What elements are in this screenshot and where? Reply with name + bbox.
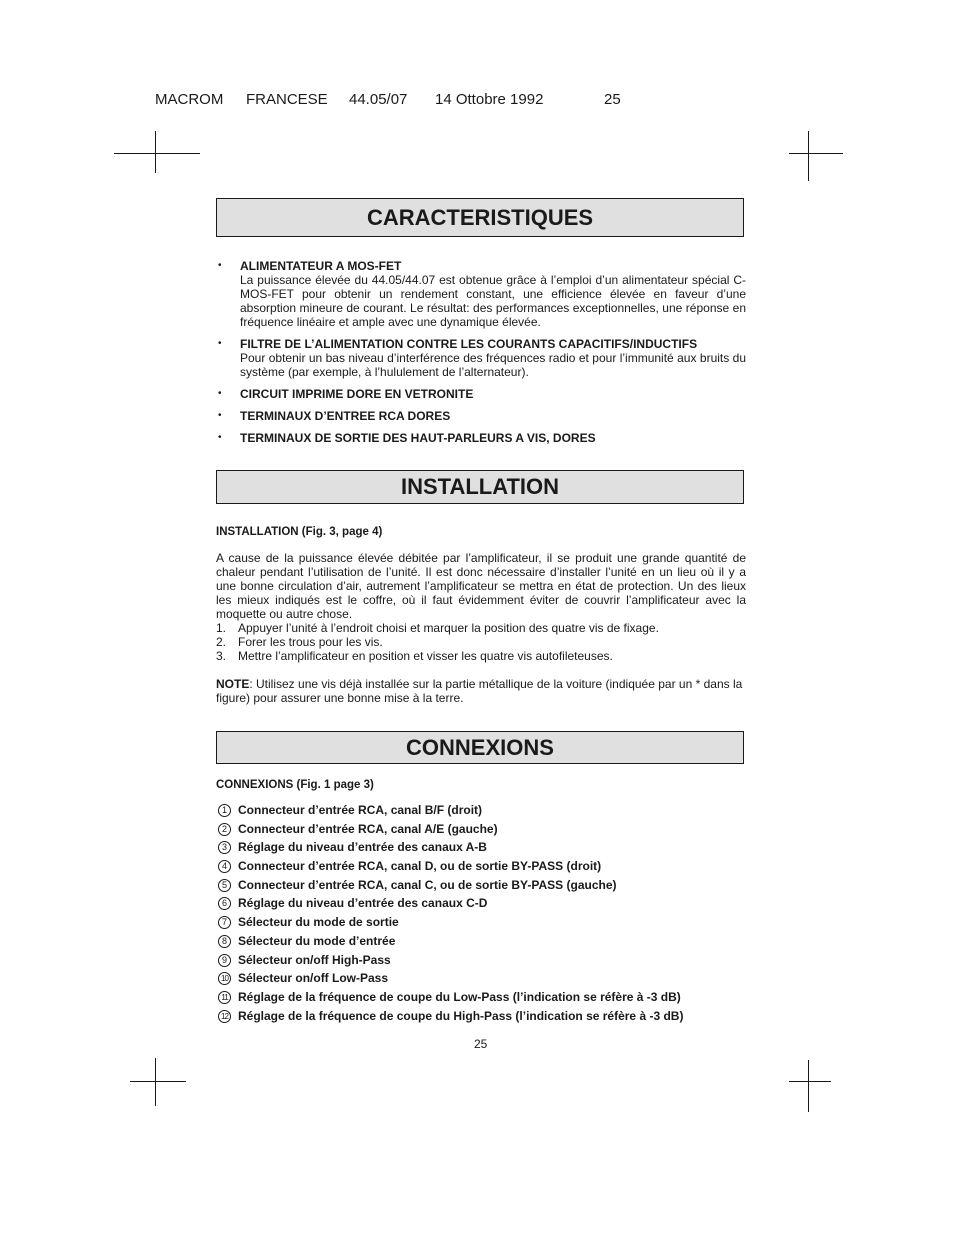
crop-mark-bottom-left-v [155, 1058, 156, 1106]
number-circle-icon: 3 [218, 841, 231, 854]
section-title-text: CARACTERISTIQUES [366, 205, 594, 230]
list-item [216, 838, 746, 857]
feature-title: FILTRE DE L’ALIMENTATION CONTRE LES COURANTS CAPACITIFS/INDUCTIFS [240, 337, 698, 351]
list-item-text: Connecteur d’entrée RCA, canal B/F (droit) [238, 803, 483, 817]
bullet-icon: • [218, 432, 222, 443]
number-circle-icon: 5 [218, 879, 231, 892]
crop-mark-bottom-right-v [808, 1060, 809, 1112]
header-language: FRANCESE [246, 91, 328, 108]
bullet-icon: • [218, 338, 222, 349]
list-item [216, 951, 746, 970]
step-text: Appuyer l’unité à l’endroit choisi et marquer la position des quatre vis de fixage. [238, 621, 659, 635]
crop-mark-bottom-left-h [130, 1081, 186, 1082]
bullet-icon: • [218, 410, 222, 421]
list-item [216, 969, 746, 988]
number-circle-icon: 4 [218, 860, 231, 873]
section-title-caracteristiques [216, 198, 744, 237]
step-number: 3. [216, 649, 227, 663]
crop-mark-top-right-v [808, 131, 809, 181]
section-title-connexions [216, 731, 744, 764]
crop-mark-top-left-h [114, 153, 200, 154]
installation-paragraph: A cause de la puissance élevée débitée par l’amplificateur, il se produit une grande quantité de chaleur pendant l’utilisation de l’unité. Il est donc nécessaire d’installer l’unité en un lieu où il y a une bonne circulation d’air, autrement l’amplificateur se mettra en état de protection. Un des lieux les mieux indiqués est le coffre, où il faut évidemment éviter de couvrir l’amplificateur avec la moquette ou autre chose. [216, 551, 746, 621]
list-item-text: Réglage du niveau d’entrée des canaux C-D [238, 896, 488, 911]
header-date: 14 Ottobre 1992 [435, 91, 544, 108]
step-text: Mettre l’amplificateur en position et visser les quatre vis autofileteuses. [238, 649, 613, 663]
feature-item [216, 409, 746, 423]
section-title-text: INSTALLATION [400, 474, 560, 499]
connexions-subheading: CONNEXIONS (Fig. 1 page 3) [216, 779, 374, 791]
installation-step [216, 621, 746, 635]
list-item [216, 894, 746, 913]
list-item-text: Réglage de la fréquence de coupe du Low-Pass (l’indication se réfère à -3 dB) [238, 989, 681, 1004]
feature-title: TERMINAUX D’ENTREE RCA DORES [240, 409, 451, 423]
crop-mark-top-right-h [789, 153, 843, 154]
feature-title: TERMINAUX DE SORTIE DES HAUT-PARLEURS A VIS, DORES [240, 431, 596, 445]
number-circle-icon: 8 [218, 935, 231, 948]
list-item [216, 801, 746, 820]
list-item-text: Sélecteur du mode d’entrée [238, 933, 396, 948]
installation-step [216, 635, 746, 649]
list-item [216, 913, 746, 932]
step-number: 2. [216, 635, 227, 649]
note-label: NOTE [216, 677, 250, 691]
header-company: MACROM [155, 91, 224, 108]
installation-body [216, 525, 746, 705]
number-circle-icon: 2 [218, 823, 231, 836]
number-circle-icon: 11 [218, 991, 231, 1004]
number-circle-icon: 9 [218, 954, 231, 967]
crop-mark-top-left-v [155, 131, 156, 173]
list-item-text: Connecteur d’entrée RCA, canal D, ou de sortie BY-PASS (droit) [238, 859, 602, 874]
connexions-body [216, 779, 746, 1025]
bullet-icon: • [218, 260, 222, 271]
list-item-text: Sélecteur du mode de sortie [238, 915, 399, 930]
installation-note [216, 677, 746, 705]
list-item-text: Réglage de la fréquence de coupe du High-Pass (l’indication se réfère à -3 dB) [238, 1008, 684, 1023]
page-number: 25 [474, 1037, 488, 1051]
list-item-text: Connecteur d’entrée RCA, canal A/E (gauche) [238, 821, 498, 836]
list-item [216, 876, 746, 895]
feature-item [216, 387, 746, 401]
features-list [216, 259, 746, 453]
header-model: 44.05/07 [349, 91, 408, 108]
list-item [216, 932, 746, 951]
number-circle-icon: 12 [218, 1010, 231, 1023]
step-text: Forer les trous pour les vis. [238, 635, 383, 649]
list-item [216, 820, 746, 839]
feature-title: ALIMENTATEUR A MOS-FET [240, 259, 402, 273]
number-circle-icon: 1 [218, 804, 231, 817]
feature-title: CIRCUIT IMPRIME DORE EN VETRONITE [240, 387, 474, 401]
list-item-text: Sélecteur on/off High-Pass [238, 952, 391, 967]
number-circle-icon: 6 [218, 897, 231, 910]
section-title-text: CONNEXIONS [406, 735, 554, 760]
header-page: 25 [604, 91, 621, 108]
feature-item [216, 337, 746, 379]
list-item [216, 1007, 746, 1026]
feature-item [216, 259, 746, 329]
number-circle-icon: 10 [218, 972, 231, 985]
list-item-text: Réglage du niveau d’entrée des canaux A-B [238, 840, 487, 855]
section-title-installation [216, 470, 744, 504]
feature-description: Pour obtenir un bas niveau d’interférence des fréquences radio et pour l’immunité aux bruits du système (par exemple, à l’hululement de l’alternateur). [240, 351, 746, 379]
list-item [216, 988, 746, 1007]
list-item-text: Connecteur d’entrée RCA, canal C, ou de sortie BY-PASS (gauche) [238, 877, 617, 892]
list-item [216, 857, 746, 876]
bullet-icon: • [218, 388, 222, 399]
note-text: : Utilisez une vis déjà installée sur la partie métallique de la voiture (indiquée par un * dans la figure) pour assurer une bonne mise à la terre. [216, 677, 743, 705]
installation-subheading: INSTALLATION (Fig. 3, page 4) [216, 526, 383, 538]
crop-mark-bottom-right-h [789, 1081, 831, 1082]
feature-item [216, 431, 746, 445]
step-number: 1. [216, 621, 227, 635]
list-item-text: Sélecteur on/off Low-Pass [238, 971, 389, 986]
number-circle-icon: 7 [218, 916, 231, 929]
feature-description: La puissance élevée du 44.05/44.07 est obtenue grâce à l’emploi d’un alimentateur spécial C-MOS-FET pour obtenir un rendement constant, une efficience élevée en faveur d’une absorption mineure de courant. Le résultat: des performances exceptionnelles, une réponse en fréquence linéaire et ample avec une dynamique élevée. [240, 273, 746, 329]
installation-step [216, 649, 746, 663]
